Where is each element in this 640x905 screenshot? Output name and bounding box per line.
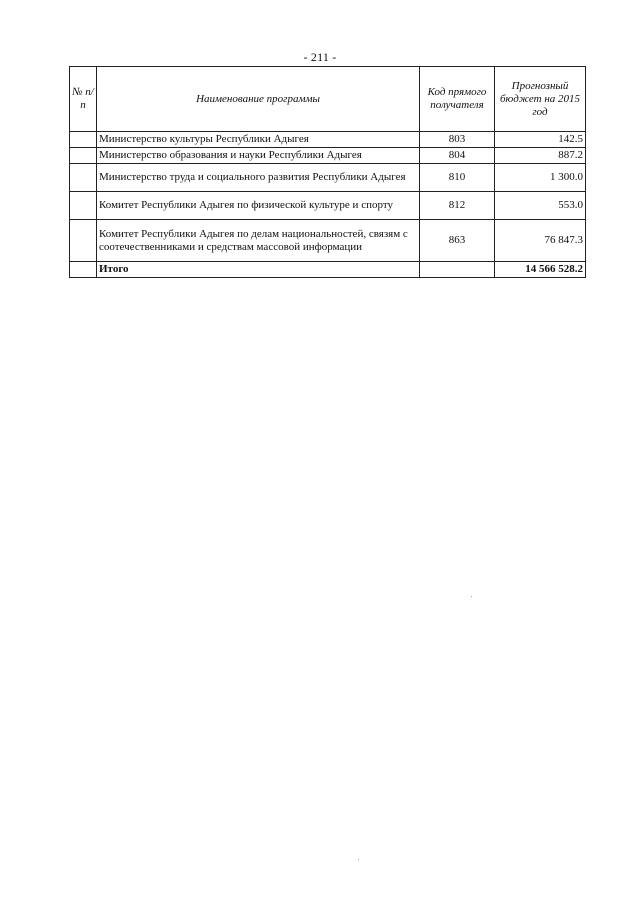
row-budget: 553.0 — [495, 192, 586, 220]
row-budget: 1 300.0 — [495, 164, 586, 192]
table-row — [70, 220, 586, 262]
total-row — [70, 262, 586, 278]
row-code: 804 — [420, 148, 495, 164]
header-forecast-budget: Прогнозный бюджет на 2015 год — [495, 67, 586, 132]
row-name: Комитет Республики Адыгея по делам национальностей, связям с соотечественниками и средствам массовой информации — [97, 220, 420, 262]
table-row — [70, 192, 586, 220]
row-name: Комитет Республики Адыгея по физической культуре и спорту — [97, 192, 420, 220]
table-row — [70, 164, 586, 192]
row-budget: 142.5 — [495, 132, 586, 148]
row-code: 863 — [420, 220, 495, 262]
header-num: № п/п — [70, 67, 97, 132]
row-code: 803 — [420, 132, 495, 148]
row-name: Министерство образования и науки Республики Адыгея — [97, 148, 420, 164]
row-name: Министерство культуры Республики Адыгея — [97, 132, 420, 148]
row-num — [70, 164, 97, 192]
row-name: Министерство труда и социального развития Республики Адыгея — [97, 164, 420, 192]
page-number: - 211 - — [303, 50, 337, 64]
row-code: 812 — [420, 192, 495, 220]
row-num — [70, 192, 97, 220]
header-recipient-code: Код прямого получателя — [420, 67, 495, 132]
total-num — [70, 262, 97, 278]
table-header-row — [70, 67, 586, 132]
budget-table — [69, 66, 586, 278]
scan-speck — [471, 596, 472, 597]
row-num — [70, 132, 97, 148]
row-num — [70, 148, 97, 164]
total-label: Итого — [97, 262, 420, 278]
header-program-name: Наименование программы — [97, 67, 420, 132]
row-num — [70, 220, 97, 262]
table-row — [70, 148, 586, 164]
table-row — [70, 132, 586, 148]
row-code: 810 — [420, 164, 495, 192]
scan-speck — [358, 859, 359, 860]
row-budget: 887.2 — [495, 148, 586, 164]
row-budget: 76 847.3 — [495, 220, 586, 262]
total-code — [420, 262, 495, 278]
total-budget: 14 566 528.2 — [495, 262, 586, 278]
